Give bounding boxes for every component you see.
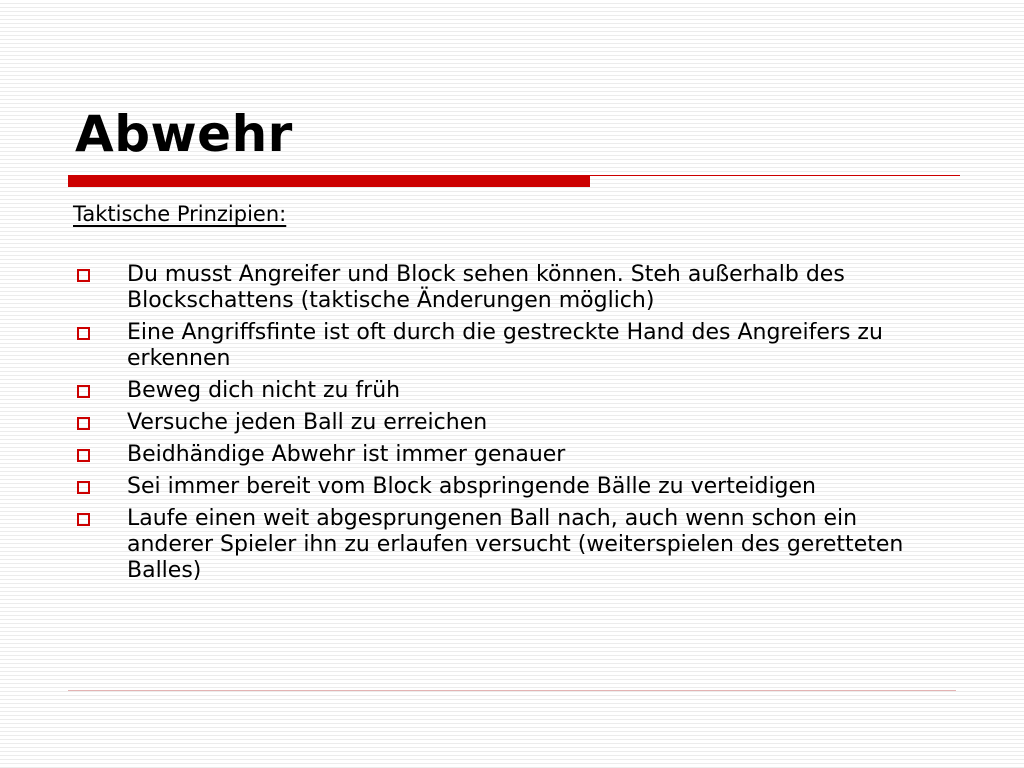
bullet-text: Beidhändige Abwehr ist immer genauer <box>127 442 566 467</box>
slide-title: Abwehr <box>75 105 293 163</box>
bullet-item <box>74 506 914 584</box>
bullet-item <box>74 474 914 500</box>
slide-subtitle: Taktische Prinzipien: <box>73 202 287 226</box>
hollow-square-bullet-icon <box>77 327 90 340</box>
hollow-square-bullet-icon <box>77 449 90 462</box>
bullet-text: Sei immer bereit vom Block abspringende Bälle zu verteidigen <box>127 474 816 499</box>
bullet-list <box>74 262 914 590</box>
bullet-text: Laufe einen weit abgesprungenen Ball nach, auch wenn schon ein anderer Spieler ihn zu erlaufen versucht (weiterspielen des geretteten Balles) <box>127 506 904 583</box>
bullet-text: Eine Angriffsfinte ist oft durch die gestreckte Hand des Angreifers zu erkennen <box>127 320 883 371</box>
hollow-square-bullet-icon <box>77 481 90 494</box>
title-underline-thin <box>590 175 960 176</box>
bullet-item <box>74 262 914 314</box>
footer-divider <box>68 690 956 691</box>
hollow-square-bullet-icon <box>77 269 90 282</box>
bullet-text: Du musst Angreifer und Block sehen können. Steh außerhalb des Blockschattens (taktische Änderungen möglich) <box>127 262 845 313</box>
hollow-square-bullet-icon <box>77 385 90 398</box>
bullet-text: Beweg dich nicht zu früh <box>127 378 401 403</box>
hollow-square-bullet-icon <box>77 417 90 430</box>
bullet-item <box>74 320 914 372</box>
bullet-item <box>74 442 914 468</box>
bullet-item <box>74 410 914 436</box>
bullet-item <box>74 378 914 404</box>
bullet-text: Versuche jeden Ball zu erreichen <box>127 410 488 435</box>
hollow-square-bullet-icon <box>77 513 90 526</box>
title-underline-thick <box>68 175 590 187</box>
